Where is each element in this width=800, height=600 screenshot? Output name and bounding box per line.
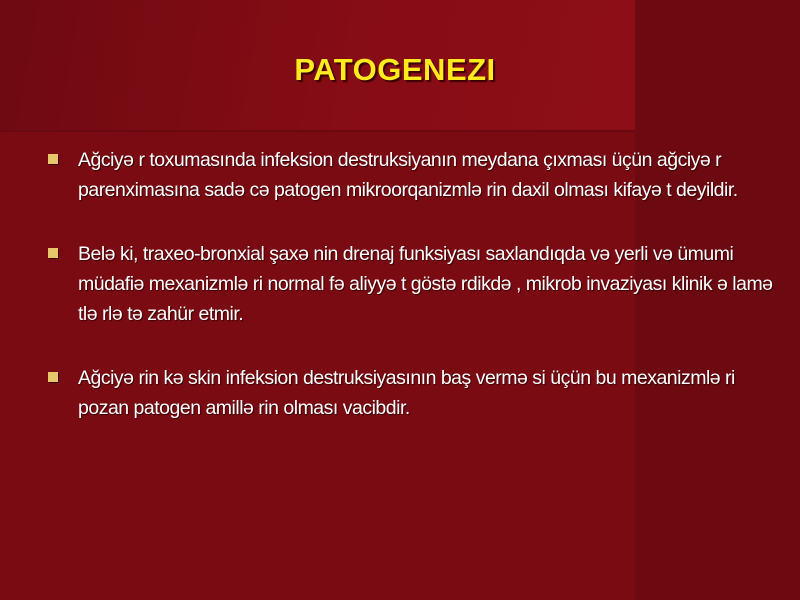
bullet-text: Belə ki, traxeo-bronxial şaxə nin drenaj funksiyası saxlandıqda və yerli və ümumi müdafiə mexanizmlə ri normal fə aliyyə t göstə rdikdə , mikrob invaziyası klinik ə lamə tlə rlə tə zahür etmir. xyxy=(78,243,773,325)
bullet-item xyxy=(48,145,778,205)
bullet-text: Ağciyə r toxumasında infeksion destruksiyanın meydana çıxması üçün ağciyə r parenximasına sadə cə patogen mikroorqanizmlə rin daxil olması kifayə t deyildir. xyxy=(78,149,738,201)
bullet-item xyxy=(48,363,778,423)
slide-title: PATOGENEZI xyxy=(294,52,496,87)
bullet-text: Ağciyə rin kə skin infeksion destruksiyasının baş vermə si üçün bu mexanizmlə ri pozan patogen amillə rin olması vacibdir. xyxy=(78,367,735,419)
square-bullet-icon xyxy=(48,154,58,164)
square-bullet-icon xyxy=(48,248,58,258)
square-bullet-icon xyxy=(48,372,58,382)
bullet-list xyxy=(48,145,778,457)
bullet-item xyxy=(48,239,778,329)
background-panel-edge xyxy=(0,130,635,132)
